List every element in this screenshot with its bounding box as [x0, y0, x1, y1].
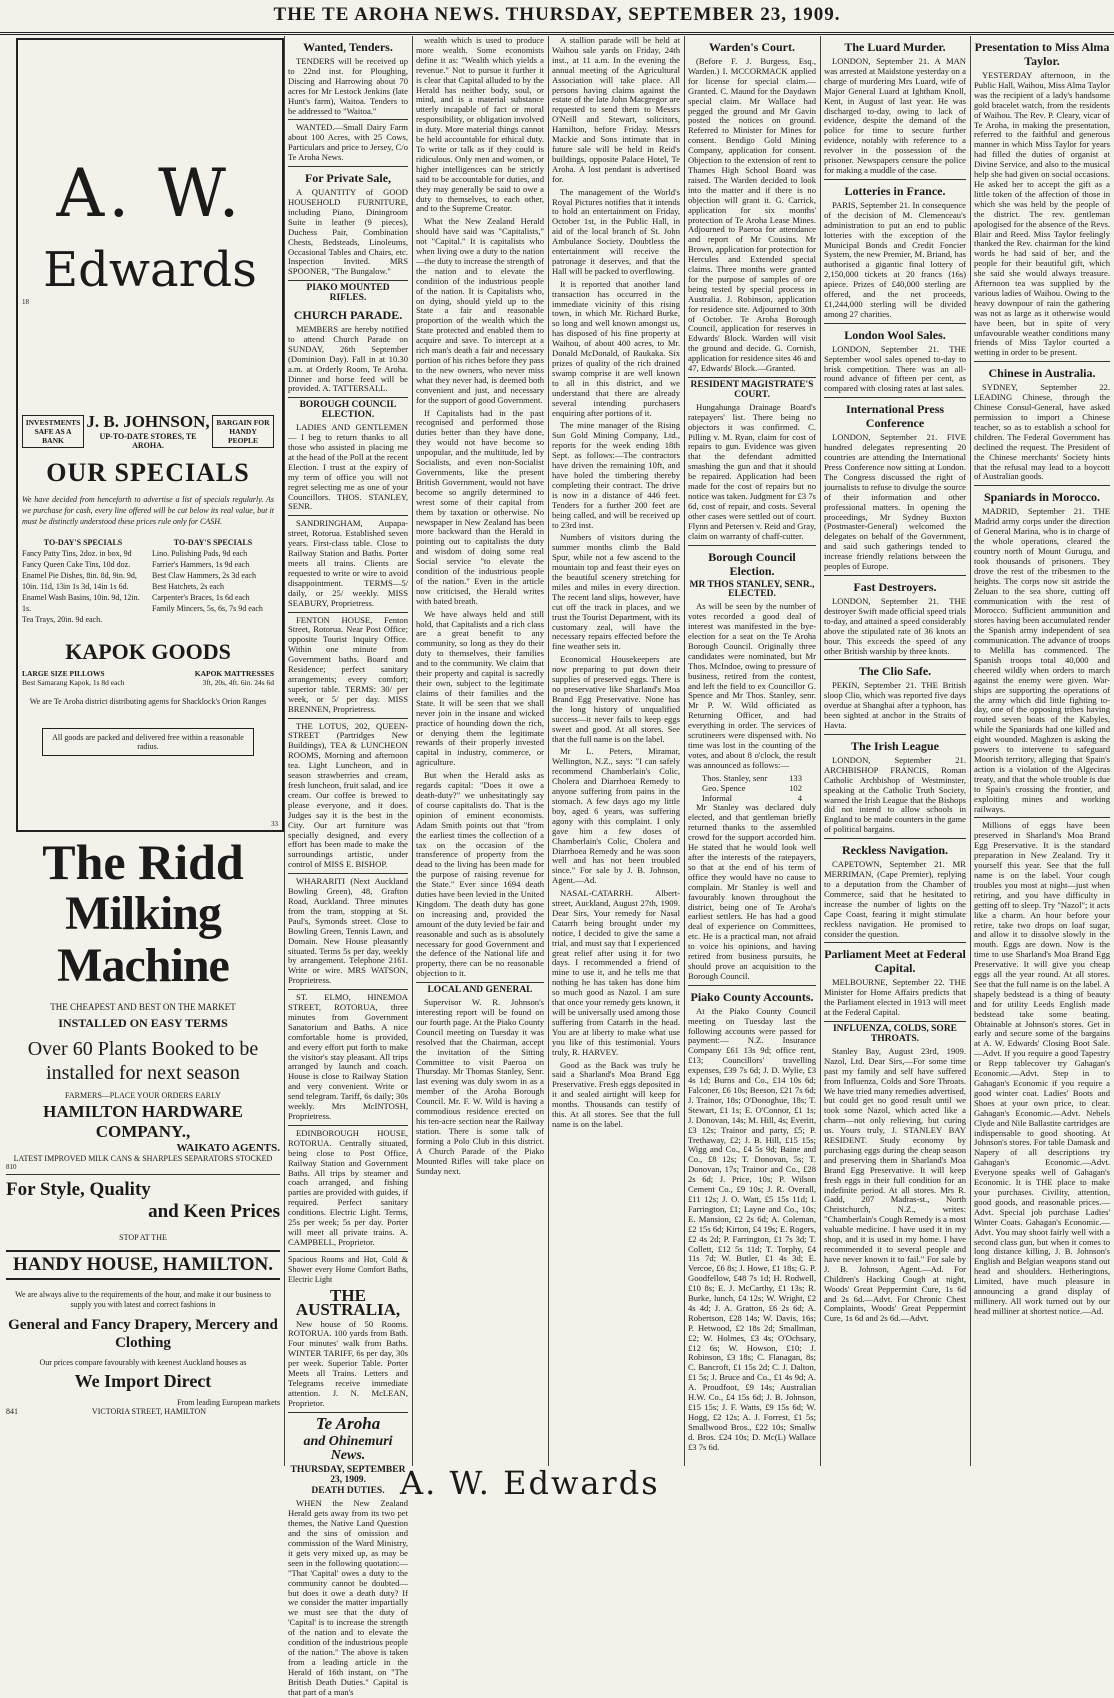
list-item: Best Hatchets, 2s each	[152, 582, 224, 591]
ridd-line: LATEST IMPROVED MILK CANS & SHARPLES SEPARATORS STOCKED	[13, 1154, 273, 1163]
section-heading: The Luard Murder.	[844, 40, 946, 54]
handy-text: Our prices compare favourably with keenest Auckland houses as	[39, 1358, 247, 1367]
handy-address: VICTORIA STREET, HAMILTON	[91, 1407, 207, 1416]
article-text: It is reported that another land transaction has occurred in the immediate vicinity of this rising town, in which Mr. Richard Burke, so long and well known amongst us, has disposed of his fine property at Waihou, of about 400 acres, to Mr. Donald McDonald, of Raukaka. Six prizes of quality of the rich drained swamp comprise it are well known to all in this district, and we understand that there are already several intending purchasers enquiring after portions of it.	[552, 278, 680, 418]
article-text: PARIS, September 21. In consequence of the decision of M. Clemenceau's administration to put an end to public lotteries with the exception of the Municipal Bonds and Credit Foncier System, the new Premier, M. Briand, has authorised a gigantic final lottery of 2,150,000 tickets at 20 francs (16s) apiece. Prizes of £40,000 sterling are offered, and the net proceeds, £1,244,000 sterling will be divided among 27 charities.	[824, 199, 966, 319]
specials-list-right	[152, 537, 274, 625]
article-text: WHARARITI (Next Auckland Bowling Green), 48, Grafton Road, Auckland. Three minutes from the tram, stopping at St. Paul's, Symonds street. Close to Bowling Green, Tennis Lawn, and Domain. New House pleasantly situated. Terms 5s per day, weekly by arrangement. Telephone 2161. Write or wire. MRS WATSON, Proprietress.	[288, 876, 408, 986]
article-text: Numbers of visitors during the summer months climb the Bald Spur, while not a few ascend to the mountain top and feast their eyes on the beautiful scenery stretching for miles and miles in every direction. The recent land slips, however, have cut off the track in places, and we trust the Tourist Department, with its customary zeal, will have the necessary repairs effected before the fine weather sets in.	[552, 532, 680, 652]
kapok-right-price: 3ft, 20s, 4ft. 6in. 24s 6d	[202, 678, 274, 687]
section-heading: Piako County Accounts.	[690, 989, 814, 1004]
article-text: At the Piako County Council meeting on Tuesday last the following accounts were passed for payment:— N.Z. Insurance Company £61 13s 9d; office rent, £13; Councillors' travelling expenses, £39 7s 6d; J. D. Wylie, £3 4s 1d; Burns and Co., £14 10s 6d; Falconer, £6 10s; Beeson, £21 7s 6d; J. Trainor, 18s; O'Donoghue, 18s; T. Stewart, £1 1s; E. O'Connor, £1 1s; J. Donovan, 14s; M. Hill, 4s; Everitt, £3 12s; Trainor and party, £5; P. Trethaway, £2; J. B. Hill, £15 15s; Wigg and Co., £4 5s 9d; Baine and Co., £8 12s; T. Donovan, 5s; T. Donovan, 17s; Trainor and Co., £28 2s 6d; J. Price, 10s; P. Wilson Cement Co., £9 10s; J. R. Overall, £11 12s; J. O. Watt, £5 15s 11d; I. Farrington, £1; Layne and Co., 10s; E. Mansion, £2 2s 6d; A. Coleman, £2 15s 6d; Kirton, £4 19s; E. Rogers, £2 4s 2d; P. Farrington, £1 7s 3d; T. Collett, £12 5s 11d; T. Torphy, £4 11s 7d; W. Butler, £1 4s 3d; E. Vercoe, £6 8s; J. Howe, £1 18s; G. P. Goodfellow, £48 7s 1d; H. Rodwell, £10 8s; E. J. McCarthy, £1 13s; R. Burke, lunch, £4 12s; W. Wright, £2 4s 4d; J. A. Gratton, £6 2s 6d; A. Robertson, £28 14s; W. Davis, 16s; P. Hetwood, £2 18s 2d; Smallman, £2; W. Holmes, £3 4s; O'Ochsary, £12 6s; W. Howson, £10; J. Robinson, £3 18s; C. Flanagan, 8s; C. Bancroft, £1 15s 2d; C. J. Dalton, £1 5s; J. Bruce and Co., £1 4s 9d; A. A. Proudfoot, £9 14s; Australian H.W. Co., £4 15s 6d; J. B. Johnson, £15 15s; J. F. Watts, £9 15s 6d; W. Hogg, £2 12s; A. J. Forrest, £1 5s; Smallwood Bros., £22 10s; Smallw d. Bros. £24 10s; D. Mc(L) Wallace £3 7s 6d.	[688, 1005, 816, 1452]
article-text: Mr Stanley was declared duly elected, and that gentleman briefly returned thanks to the assembled crowd for the support accorded him. He stated that he would look well after the interests of the ratepayers, so that at the end of his term of office they would have no cause to complain. Mr Stanley is well and favourably known throughout the district, being one of Te Aroha's earliest settlers. He has had a good deal of experience on Committees, etc. He is a practical man, not afraid to voice his opinions, and having retired from business pursuits, he should prove an acquisition to the Borough Council.	[688, 802, 816, 981]
column-3	[416, 36, 544, 1464]
johnson-advertisement	[22, 412, 274, 756]
article-text: LONDON, September 21. A MAN was arrested at Maidstone yesterday on a charge of murdering Mrs Luard, wife of Major General Luard at Ightham Knoll, Kent, in August of last year. He was discharged to-day, owing to lack of evidence, despite the demand of the police for time to secure further evidence, notably with reference to a revolver in the possession of the prisoner. Newspapers censure the police for making a muddle of the case.	[824, 56, 966, 175]
section-subheading: MR THOS STANLEY, SENR., ELECTED.	[689, 579, 815, 600]
article-text: WANTED.—Small Dairy Farm about 100 Acres, with 25 Cows, Particulars and price to Jersey, C/o Te Aroha News.	[288, 122, 408, 163]
article-text: Supervisor W. R. Johnson's interesting report will be found on our fourth page. At the Piako County Council meeting on Tuesday it was resolved that the Chairman, accept the invitation of the Sitting Committee to visit Paeroa on Thursday. Mr Thomas Stanley, Senr. last evening was duly sworn in as a member of the Aroha Borough Council. Mr. F. W. Wild is having a commodious residence erected on his ten-acre section near the Railway station. There is some talk of forming a Polo Club in this district. A Church Parade of the Piako Mounted Rifles will take place on Sunday next.	[416, 997, 544, 1176]
handy-stop: STOP AT THE	[119, 1233, 167, 1242]
dateline: THURSDAY, SEPTEMBER 23, 1909.	[290, 1464, 406, 1485]
section-heading: BOROUGH COUNCIL ELECTION.	[299, 400, 397, 421]
section-heading: DEATH DUTIES.	[311, 1486, 385, 1497]
specials-heading: OUR SPECIALS	[46, 458, 250, 487]
section-heading: London Wool Sales.	[844, 327, 946, 342]
column-rule	[412, 36, 413, 1466]
list-item: Fancy Queen Cake Tins, 10d doz.	[22, 560, 131, 569]
ridd-title: The Ridd	[42, 834, 244, 890]
article-text: Millions of eggs have been preserved in Sharland's Moa Brand Egg Preservative. It is the standard preparation in New Zealand. Try it yourself this year. See that the full name is on the label. Your cough troubles you most at night—just when retiring, and you have difficulty in getting off to sleep. Try "Nazol"; it acts like a charm. An hour before your retire, take two drops on loaf sugar, and allow it to dissolve slowly in the mouth. Eggs are down. Now is the time to use Sharland's Moa Brand Egg Preservative. It will give you cheap eggs all the year round. At all stores. See that the full name is on the label. A shapely bedstead is a thing of beauty and for utility Leeds English made bedstead take some beating. Obtainable at Johnson's stores. Get in early and secure some of the bargains at A. W. Edwards' Closing Boot Sale.—Advt. If you require a good Tapestry or Repp tablecover try Gahagan's Economic.—Advt. Step in to Gahagan's Economic if you require a good winter coat. Ladies' Boots and Shoes at your own price, to clear. Gahagan's Economic.—Advt. Nebels Clyde and Nile Ballastite cartridges are indispensable to good shooting. At Johnson's stores. For table Damask and Napery of all descriptions try Gahagan's Economic.—Advt. Everyone speaks well of Gahagan's Economic. It is THE place to make your purchases. Civility, attention, good goods, and reasonable prices.—Advt. Special job purchase Ladies' Winter Coats. Gahagan's Economic.—Advt. You may shoot fairly well with a second class gun, but when it comes to long distance killing, J. B. Johnson's English and Belgian weapons stand out head and shoulders. Hetheringtons, Limited, have much pleasure in announcing a grand display of millinery. All work turned out by our head milliner at shortest notice.—Ad.	[974, 820, 1110, 1316]
edwards-logo-line2: Edwards	[43, 242, 257, 298]
handy-heading: and Keen Prices	[148, 1201, 280, 1222]
ridd-line: INSTALLED ON EASY TERMS	[58, 1016, 228, 1030]
section-heading: Lotteries in France.	[844, 183, 946, 198]
article-text: PEKIN, September 21. THE British sloop Clio, which was reported five days overdue at Shanghai after a typhoon, has been sighted at anchor in the Straits of Havta.	[824, 680, 966, 731]
ad-number: 33	[271, 820, 278, 828]
article-text: ST. ELMO, HINEMOA STREET, ROTORUA, three minutes from Government Sanatorium and Baths. A nice comfortable home is provided, and every effort put forth to make the visitor's stay pleasant. All trips arranged by launch and coach. House is close to Railway Station and very convenient. Write or send telegram. Tariff, 6s daily; 30s weekly. Mrs McINTOSH, Proprietress.	[288, 992, 408, 1121]
article-text: A QUANTITY of GOOD HOUSEHOLD FURNITURE, including Piano, Diningroom Suite in leather (9 pieces), Duchess Pair, Combination Chests, Bedsteads, Linoleums, Occasional Tables and Chairs, etc. Inspection Invited. MRS SPOONER, "The Bungalow."	[288, 187, 408, 277]
ad-number: 841	[6, 1407, 18, 1416]
ridd-line: Over 60 Plants Booked to be installed for next season	[27, 1038, 259, 1084]
edwards-logo-line1: A. W.	[56, 155, 244, 232]
column-rule	[684, 36, 685, 1466]
column-7	[974, 36, 1110, 1464]
results-table	[688, 774, 816, 804]
article-text: WHEN the New Zealand Herald gets away from its two pet themes, the Native Land Question and the sins of omission and commission of the Ward Ministry, it gets very mixed up, as may be seen in the following quotation:— "That 'Capital' owes a duty to the community cannot be doubted—but does it owe a death duty? If we consider the matter impartially we must see that the duty of 'Capital' is to increase the strength of the nation and to elevate the condition of the industrious people of the nation." The above is taken from a leading article in the Herald of 16th instant, on "The British Death Duties." Capital is that part of a man's	[288, 1498, 408, 1697]
ad-number: 810	[6, 1163, 17, 1171]
article-text: LONDON, September 21. FIVE hundred delegates representing 20 countries are attending the International Press Conference now sitting at London. The Congress discussed the right of journalists to refuse to divulge the source of their information and other professional matters. In opening the proceedings, Mr Sydney Buxton (Postmaster-General) welcomed the delegates on behalf of the Government, and said such gatherings tended to increase friendly relations between the peoples of Europe.	[824, 432, 966, 572]
article-text: We have always held and still hold, that Capitalists and a rich class are a great benefit to any community, so long as they do their duty to themselves, their families and to the community. We claim that their property and capital is sacredly their own, subject to the legitimate claims of their families and the State. It will be seen that we shall never join in the insane and wicked practice of hounding down the rich, or denying them the legitimate rewards of their properly invested capital in industry, commerce, or agriculture.	[416, 608, 544, 768]
johnson-tagline: UP-TO-DATE STORES, TE AROHA.	[99, 432, 197, 450]
ridd-title-2: Milking Machine	[57, 887, 229, 992]
list-title: TO-DAY'S SPECIALS	[43, 538, 123, 547]
kapok-right: KAPOK MATTRESSES	[194, 669, 274, 678]
article-text: CAPETOWN, September 21. MR MERRIMAN, (Cape Premier), replying to a deputation from the Chamber of Commerce, said that he hesitated to increase the number of lights on the Cape Coast, fearing it might stimulate reckless navigation. He promised to consider the question.	[824, 859, 966, 939]
section-heading: Fast Destroyers.	[853, 579, 937, 594]
section-heading: RESIDENT MAGISTRATE'S COURT.	[690, 380, 814, 400]
handy-heading: For Style, Quality	[6, 1179, 151, 1200]
article-text: New house of 50 Rooms. ROTORUA. 100 yards from Bath. Four minutes' walk from Baths. WINTER TARIFF, 6s per day, 30s per week. Superior Table. Porter Meets all Trains. Letters and Telegrams receive immediate attention. J. N. McLEAN, Proprietor.	[288, 1318, 408, 1408]
article-text: Hungahunga Drainage Board's ratepayers' list. There being no objectors it was confirmed. C. Pilling v. M. Ryan, claim for cost of repairs to gun. Evidence was given that the defendant admitted smashing the gun and that it should be repaired. Application had been made for the cost of repairs but no notice was taken. Judgment for £3 7s 6d, cost of repair, and costs. Several other cases were settled out of court. Flynn and Petersen v. Reid and Gray, claim on warranty of chaff-cutter.	[688, 401, 816, 541]
section-heading: Spaniards in Morocco.	[983, 490, 1101, 505]
list-item: Family Mincers, 5s, 6s, 7s 9d each	[152, 604, 263, 613]
article-text: EDINBOROUGH HOUSE, ROTORUA. Centrally situated, being close to Post Office, Railway Station and Government Baths. All trips by steamer and coach arranged, and fishing parties are provided with guides, if required. Perfect sanitary conditions. Electric Light. Terms, 25s per week; 5s per day. Porter will meet all private trains. A. CAMPBELL, Proprietor.	[288, 1127, 408, 1247]
article-text: LADIES AND GENTLEMEN— I beg to return thanks to all those who assisted in placing me at the head of the Poll at the recent Election. I trust at the expiry of my term of office you will not regret selecting me as one of your Councillors. THOS. STANLEY, SENR.	[288, 422, 408, 512]
article-text: SANDRINGHAM, Aupapa-street, Rotorua. Established seven years. First-class table. Close to Railway Station and Baths. Porter meets all trains. Clients are requested to write or wire to avoid disappointment. TERMS—5/ daily, or 25/ weekly. MISS SEABURY, Proprietress.	[288, 518, 408, 608]
kapok-heading: KAPOK GOODS	[65, 639, 231, 664]
section-heading: Presentation to Miss Alma Taylor.	[974, 40, 1110, 68]
section-heading: CHURCH PARADE.	[293, 308, 403, 323]
specials-intro: We have decided from henceforth to advertise a list of specials regularly. As we purchase for cash, every line offered will be cut below its real value, but it must be distinctly understood these prices rule only for CASH.	[22, 495, 274, 526]
ridd-advertisement	[6, 836, 280, 1416]
ridd-line: FARMERS—PLACE YOUR ORDERS EARLY	[65, 1091, 221, 1100]
article-text: LONDON, September 21. ARCHBISHOP FRANCIS, Roman Catholic Archbishop of Westminster, speaking at the Catholic Truth Society, warned the Irish League that the Bishops did not intend to allow schools in England to be made counters in the game of political bargains.	[824, 754, 966, 835]
ridd-company: HAMILTON HARDWARE COMPANY.,	[43, 1102, 243, 1141]
section-heading: Parliament Meet at Federal Capital.	[824, 947, 966, 976]
article-text: As will be seen by the number of votes recorded a good deal of interest was manifested in the bye-election for a seat on the Te Aroha Borough Council. Originally three candidates were nominated, but Mr Thos. McIndoe, owing to pressure of business, retired from the contest, and left the field to ex Councillor G. Spence and Mr Thos. Stanley, senr. Mr P. W. Wild officiated as Returning Officer, and had everything in order. The services of scrutineers were dispensed with. No time was lost in the counting of the votes, and about 8 o'clock, the result was announced as follows:—	[688, 601, 816, 770]
list-item: Enamel Pie Dishes, 8in. 8d, 9in. 9d, 10in. 11d, 13in 1s 3d, 14in 1s 6d.	[22, 571, 137, 591]
article-text: The management of the World's Royal Pictures notifies that it intends to hold an entertainment on Friday, October 1st, in the Public Hall, in aid of the local branch of St. John Ambulance Society. Doubtless the entertainment will receive the patronage it deserves, and that the Hall will be packed to overflowing.	[552, 186, 680, 276]
specials-list-left	[22, 537, 144, 625]
section-heading: For Private Sale,	[304, 171, 392, 186]
handy-house: HANDY HOUSE, HAMILTON.	[6, 1250, 280, 1280]
johnson-side-left: INVESTMENTS SAFE AS A BANK	[22, 415, 84, 448]
agents-note: We are Te Aroha district distributing agents for Shacklock's Orion Ranges	[29, 697, 267, 706]
column-6	[824, 36, 966, 1464]
handy-drapery: General and Fancy Drapery, Mercery and Clothing	[8, 1317, 278, 1351]
paper-title-2: and Ohinemuri News.	[303, 1433, 393, 1463]
article-text: MELBOURNE, September 22. THE Minister for Home Affairs predicts that the Parliament elected in 1913 will meet at the Federal Capital.	[824, 977, 966, 1018]
table-row: Thos. Stanley, senr 133	[702, 772, 802, 783]
article-text: THE LOTUS, 202, QUEEN-STREET (Partridges New Buildings), TEA & LUNCHEON ROOMS, Morning and afternoon tea. Light Luncheon, and in season strawberries and cream, fresh luncheon, fruit salad, and ice cream. Our coffee is brewed to please everyone, and it does. Judges say it is the best in the City. Our art furniture was specially designed, and every effort has been made to make the surroundings artistic, under control of MISS E. BISHOP.	[288, 720, 408, 870]
table-row: Informal 4	[702, 792, 802, 803]
ridd-agents: WAIKATO AGENTS.	[176, 1142, 280, 1154]
article-text: LONDON, September 21. THE destroyer Swift made official speed trials to-day, and attained a speed considerably above the stipulated rate of 36 knots an hour. This exceeds the speed of any other British warship by three knots.	[824, 595, 966, 656]
article-text: (Before F. J. Burgess, Esq., Warden.) I. MCCORMACK applied for license for special claim.—Granted. C. Maund for the Daydawn special claim. Mr Wallace had pegged the ground and Mr Gavin posted the notices on ground. Referred to Minister for Mines for consent. Bendigo Gold Mining Company, application for consent. Objection to the extension of rent to Thames High School Board was raised. The Warden decided to look into the matter and if there is no objection will grant it. G. Carrick, application for six months' protection of Te Aroha Lease Mines. Adjourned to Paeroa for attendance and report of Mr Cousins. Mr Brown, application for protection for Hercules and Extended special claims. Three months were granted for the purpose of samples of ore being tested by special process in Australia. J. Robinson, application for residence site. Adjourned to 30th of October. Te Aroha Borough Council, application for reserves in Edwards' Block. Warden will visit the ground and decide. G. Cornish, application for residence sites 46 and 47, Edwards' Block.—Granted.	[688, 56, 816, 374]
masthead: THE TE AROHA NEWS. THURSDAY, SEPTEMBER 23, 1909.	[0, 4, 1114, 35]
article-text: Good as the Back was truly he said a Sharland's Moa Brand Egg Preservative. Fresh eggs deposited in it and sealed airtight will keep for months. Thousands can testify of this. At all stores. See that the full name is on the label.	[552, 1059, 680, 1129]
column-rule	[284, 36, 285, 1466]
column-4	[552, 36, 680, 1464]
section-heading: Chinese in Australia.	[988, 366, 1096, 381]
column-5	[688, 36, 816, 1464]
article-text: What the New Zealand Herald should have said was "Capitalists," not "Capital." It is capitalists who when living owe a duty to the nation—the duty to increase the strength of the nation and to elevate the condition of the industrious people of the nation. It is Capitalists who, on dying, should yield up to the State a fair and reasonable proportion of the wealth which the State protected and enabled them to acquire and save. To intercept at a rich man's death a fair and necessary portion of his riches before they pass to the new owners, who never miss what they never had, is deemed both convenient and just, and necessary for the support of good Government.	[416, 216, 544, 405]
article-text: If Capitalists had in the past recognised and performed those duties better than they have done, they would not have become so unpopular, and the multitude, led by Socialists, and even non-Socialist Governments, like the present British Government, would not have become so angrily determined to wrest some of their capital from them by taxation or otherwise. No newspaper in New Zealand has been more backward than the Herald in pointing out to capitalists the duty and wisdom of doing some real Social service "to elevate the condition of the industrious people of the nation." Even in the article now criticised, the Herald writes with bated breath.	[416, 407, 544, 606]
section-heading: The Clio Safe.	[858, 664, 932, 679]
handy-text: We are always alive to the requirements of the hour, and make it our business to supply you with latest and correct fashions in	[15, 1290, 271, 1309]
list-title: TO-DAY'S SPECIALS	[173, 538, 253, 547]
column-rule	[820, 36, 821, 1466]
section-heading: The Irish League	[850, 738, 939, 753]
list-item: Carpenter's Braces, 1s 6d each	[152, 593, 250, 602]
section-heading: International Press Conference	[845, 402, 945, 431]
list-item: Enamel Wash Basins, 10in. 9d, 12in. 1s.	[22, 593, 140, 613]
article-text: YESTERDAY afternoon, in the Public Hall, Waihou, Miss Alma Taylor was the recipient of a lady's handsome gold bracelet watch, from the residents of Waihou. The Rev. P. Cleary, vicar of Te Aroha, in making the presentation, referred to the faithful and generous manner in which Miss Taylor for years had filled the duties of organist at Divine Service, and also to the musical help she had given on social occasions. He asked her to accept the gift as a little token of the affection of those in which she was held by the people of the district. The rev. gentleman apologised for the absence of the Revs. Blair and Reed. Miss Taylor feelingly thanked the Rev. chairman for the kind words he had said of her, and the people for their beautiful gift, which she said she would always treasure. Afternoon tea was supplied by the various ladies of Waihou. Owing to the heavy downpour of rain the gathering was not as large as it otherwise would have been, but in spite of very unfavourable weather conditions many friends of Miss Taylor courted a wetting in order to be present.	[974, 70, 1110, 358]
list-item: Farrier's Hammers, 1s 9d each	[152, 560, 250, 569]
paper-title: Te Aroha	[315, 1413, 381, 1433]
handy-import: We Import Direct	[74, 1371, 212, 1391]
article-text: NASAL-CATARRH. Albert-street, Auckland, August 27th, 1909. Dear Sirs, Your remedy for Nasal Catarrh being brought under my notice, I decided to give the same a trial, and must say that I experienced great relief after using it for two days. I recommended a friend of mine to use it, and he tells me that nothing he has taken has done him so much good as Nazol. I am sure that once your remedy gets known, it will be universally used among those suffering from Catarrh in the head. You are at liberty to make what use you like of this testimonial. Yours truly, R. HARVEY.	[552, 888, 680, 1057]
section-heading: Borough Council Election.	[708, 549, 796, 578]
article-text: Economical Housekeepers are now preparing to put down their supplies of preserved eggs. There is no preservative like Sharland's Moa Brand Egg Preservative. None has the long history of unqualified success—it never fails to keep eggs sweet and good. At all stores. See that the full name is on the label.	[552, 654, 680, 744]
article-text: FENTON HOUSE, Fenton Street, Rotorua. Near Post Office; opposite Tourist Inquiry Office. Within one minute from Government baths. Board and Residence; perfect sanitary arrangements; every comfort; superior table. TERMS: 30/ per week, or 5/ per day. MISS BRENNEN, Proprietress.	[288, 614, 408, 714]
ridd-line: THE CHEAPEST AND BEST ON THE MARKET	[50, 1002, 236, 1012]
section-heading: INFLUENZA, COLDS, SORE THROATS.	[832, 1024, 958, 1044]
article-text: A stallion parade will be held at Waihou sale yards on Friday, 24th inst., at 11 a.m. In the evening the annual meeting of the Agricultural Association will take place. All persons having claims against the estate of the late John Macgregor are requested to send them to Messrs O'Neill and Stewart, solicitors, Hamilton, before Friday. Messrs Mackie and Sons intimate that in future sale will be held in Reid's buildings, opposite Palace Hotel, Te Aroha. A lost pendant is advertised for.	[552, 35, 680, 184]
footer-logo: A. W. Edwards	[400, 1464, 660, 1502]
column-2	[288, 36, 408, 1697]
article-text: MADRID, September 21. THE Madrid army corps under the direction of General Marina, who is in charge of the whole operations, cleared the country north of Mount Gurugu, and took thousands of prisoners. They drove the rest of the tribesmen to the heights. The corps now sit astride the Zeluan to the sea shore, cutting off communication with the rest of Morocco. Sufficient ammunition and stores having been accumulated render the Spanish army independent of sea communication. The advance of troops to Melilla has commenced. The Spanish troops total 40,000 and cheered wildly when orders to march against the enemy were given. War-ships are supporting the operations of the army which did little fighting to-day, one of the opposing tribes having routed seven boats of the Kabyles, while the Spaniards had one killed and eight wounded. Maghzen is asking the powers to intervene to safeguard Moorish territory, alleging that Spain's action is a violation of the Algeciras treaty, and that the whole trouble is due to Spain's crossing the frontier, and exploiting mines and working railways.	[974, 506, 1110, 814]
kapok-left-price: Best Samarang Kapok, 1s 8d each	[22, 678, 125, 687]
article-text: Stanley Bay, August 23rd, 1909. Nazol, Ltd. Dear Sirs,—For some time past my family and self have suffered from Influenza, Colds and Sore Throats. We have tried many remedies advertised, but could get no good result until we took some Nazol, which acted like a charm—not only relieving, but curing us. Yours truly, J. STANLEY BAY RESIDENT. Study economy by purchasing eggs during the cheap season and preserving them in Sharland's Moa Brand Egg Preservative. It will keep fresh eggs in their full condition for an indefinite period. At all stores. Mrs R. Gadd, 207 Madras-st., North Christchurch, N.Z., writes: "Chamberlain's Cough Remedy is a most valuable medicine. I have used it in my shop, and it is used in my home. I have recommended it to several people and have never known it to fail." For sale by J. B. Johnson, Agent.—Ad. For Children's Hacking Cough at night, Woods' Great Peppermint Cure, 1s 6d and 2s 6d.—Advt. For Chronic Chest Complaints, Woods' Great Peppermint Cure, 1s 6d and 2s 6d.—Advt.	[824, 1045, 966, 1324]
handy-text: From leading European markets	[177, 1398, 280, 1407]
johnson-side-right: BARGAIN FOR HANDY PEOPLE	[212, 415, 274, 448]
section-heading: LOCAL AND GENERAL	[427, 985, 533, 996]
article-text: LONDON, September 21. THE September wool sales opened to-day to brisk competition. There was an all-round advance of fifteen per cent, as compared with closing rates at last sales.	[824, 343, 966, 394]
johnson-name: J. B. JOHNSON,	[86, 412, 210, 431]
list-item: Lino. Polishing Pads, 9d each	[152, 549, 248, 558]
table-row: Geo. Spence 102	[702, 782, 802, 793]
column-rule	[548, 36, 549, 1466]
delivery-note: All goods are packed and delivered free within a reasonable radius.	[42, 728, 254, 756]
ad-number: 18	[22, 298, 29, 306]
section-heading: THE AUSTRALIA,	[295, 1285, 401, 1319]
article-text: SYDNEY, September 22. LEADING Chinese, through the Chinese Consul-General, have asked permission to import a Chinese teacher, so as to establish a school for children. The Federal Government has declined the request. The President of the Chinese merchants' Society hints that the refusal may lead to a boycott of Australian goods.	[974, 382, 1110, 482]
article-text: The mine manager of the Rising Sun Gold Mining Company, Ltd., reports for the week ending 18th Sept. as follows:—The contractors have driven the remaining 10ft, and have holed the timbering thereby completing their contract. The drive is now in a distance of 446 feet. Tenders for a further 200 feet are being called, and will be received up to 23rd inst.	[552, 420, 680, 530]
article-text: But when the Herald asks as regards capital: "Does it owe a death-duty?" we unhesitatingly say of course capitalists do. That is the opinion of eminent economists. Adam Smith points out that "from the earliest times the collection of a tax on the occasion of the transference of property from the dead to the living has been made for the purpose of raising revenue for the State." Ever since 1694 death duties have been levied in the United Kingdom. The death duty has gone on increasing and, provided the amount of the duty levied be fair and reasonable and such as is absolutely necessary for good Government and the defence of the National life and property, there can be no reasonable objection to it.	[416, 770, 544, 979]
section-heading: Reckless Navigation.	[842, 843, 948, 858]
section-heading: PIAKO MOUNTED RIFLES.	[306, 283, 390, 304]
kapok-left: LARGE SIZE PILLOWS	[22, 669, 105, 678]
list-item: Tea Trays, 20in. 9d each.	[22, 615, 103, 624]
article-text: Spacious Rooms and Hot, Cold & Shower every Home Comfort Baths, Electric Light	[288, 1254, 408, 1284]
list-item: Fancy Patty Tins, 2doz. in box, 9d	[22, 549, 132, 558]
article-text: TENDERS will be received up to 22nd inst. for Ploughing, Discing and Harrowing about 70 acres for Mr Lestock Jenkins (late Hunt's farm), Waitoa. Tenders to be addressed to "Waitoa."	[288, 56, 408, 116]
article-text: wealth which is used to produce more wealth. Some economists define it as: "Wealth which yields a revenue." Not to pursue it further it is clear that Capital alluded to by the Herald has neither body, soul, or mind, and is a material substance utterly incapable of fact or moral responsibility, or obligation involved in duty. More material things cannot be held accountable for ethical duty. To write or talk as if they could is ridiculous. Only men and women, or higher intelligences can be strictly said to be accountable for duties, and they may generally be said to owe a duty to themselves, to each other, and to the Supreme Creator.	[416, 35, 544, 214]
section-heading: Warden's Court.	[708, 40, 795, 54]
article-text: Mr L. Peters, Miramar, Wellington, N.Z., says: "I can safely recommend Chamberlain's Colic, Cholera and Diarrhoea Remedy to anyone suffering from pains in the stomach. A few days ago my little boy, aged 6 years, was suffering agony with this complaint. I only gave him a few doses of Chamberlain's Colic, Cholera and Diarrhoea Remedy and he was soon well and has not been troubled since." For sale by J. B. Johnson, Agent.—Ad.	[552, 746, 680, 886]
section-heading: Wanted, Tenders.	[303, 40, 393, 54]
article-text: MEMBERS are hereby notified to attend Church Parade on SUNDAY, 26th September (Dominion Day). Fall in at 10.30 a.m. at Orderly Room, Te Aroha. Dinner and horse feed will be provided. A. TATTERSALL.	[288, 324, 408, 394]
list-item: Best Claw Hammers, 2s 3d each	[152, 571, 256, 580]
column-rule	[970, 36, 971, 1466]
